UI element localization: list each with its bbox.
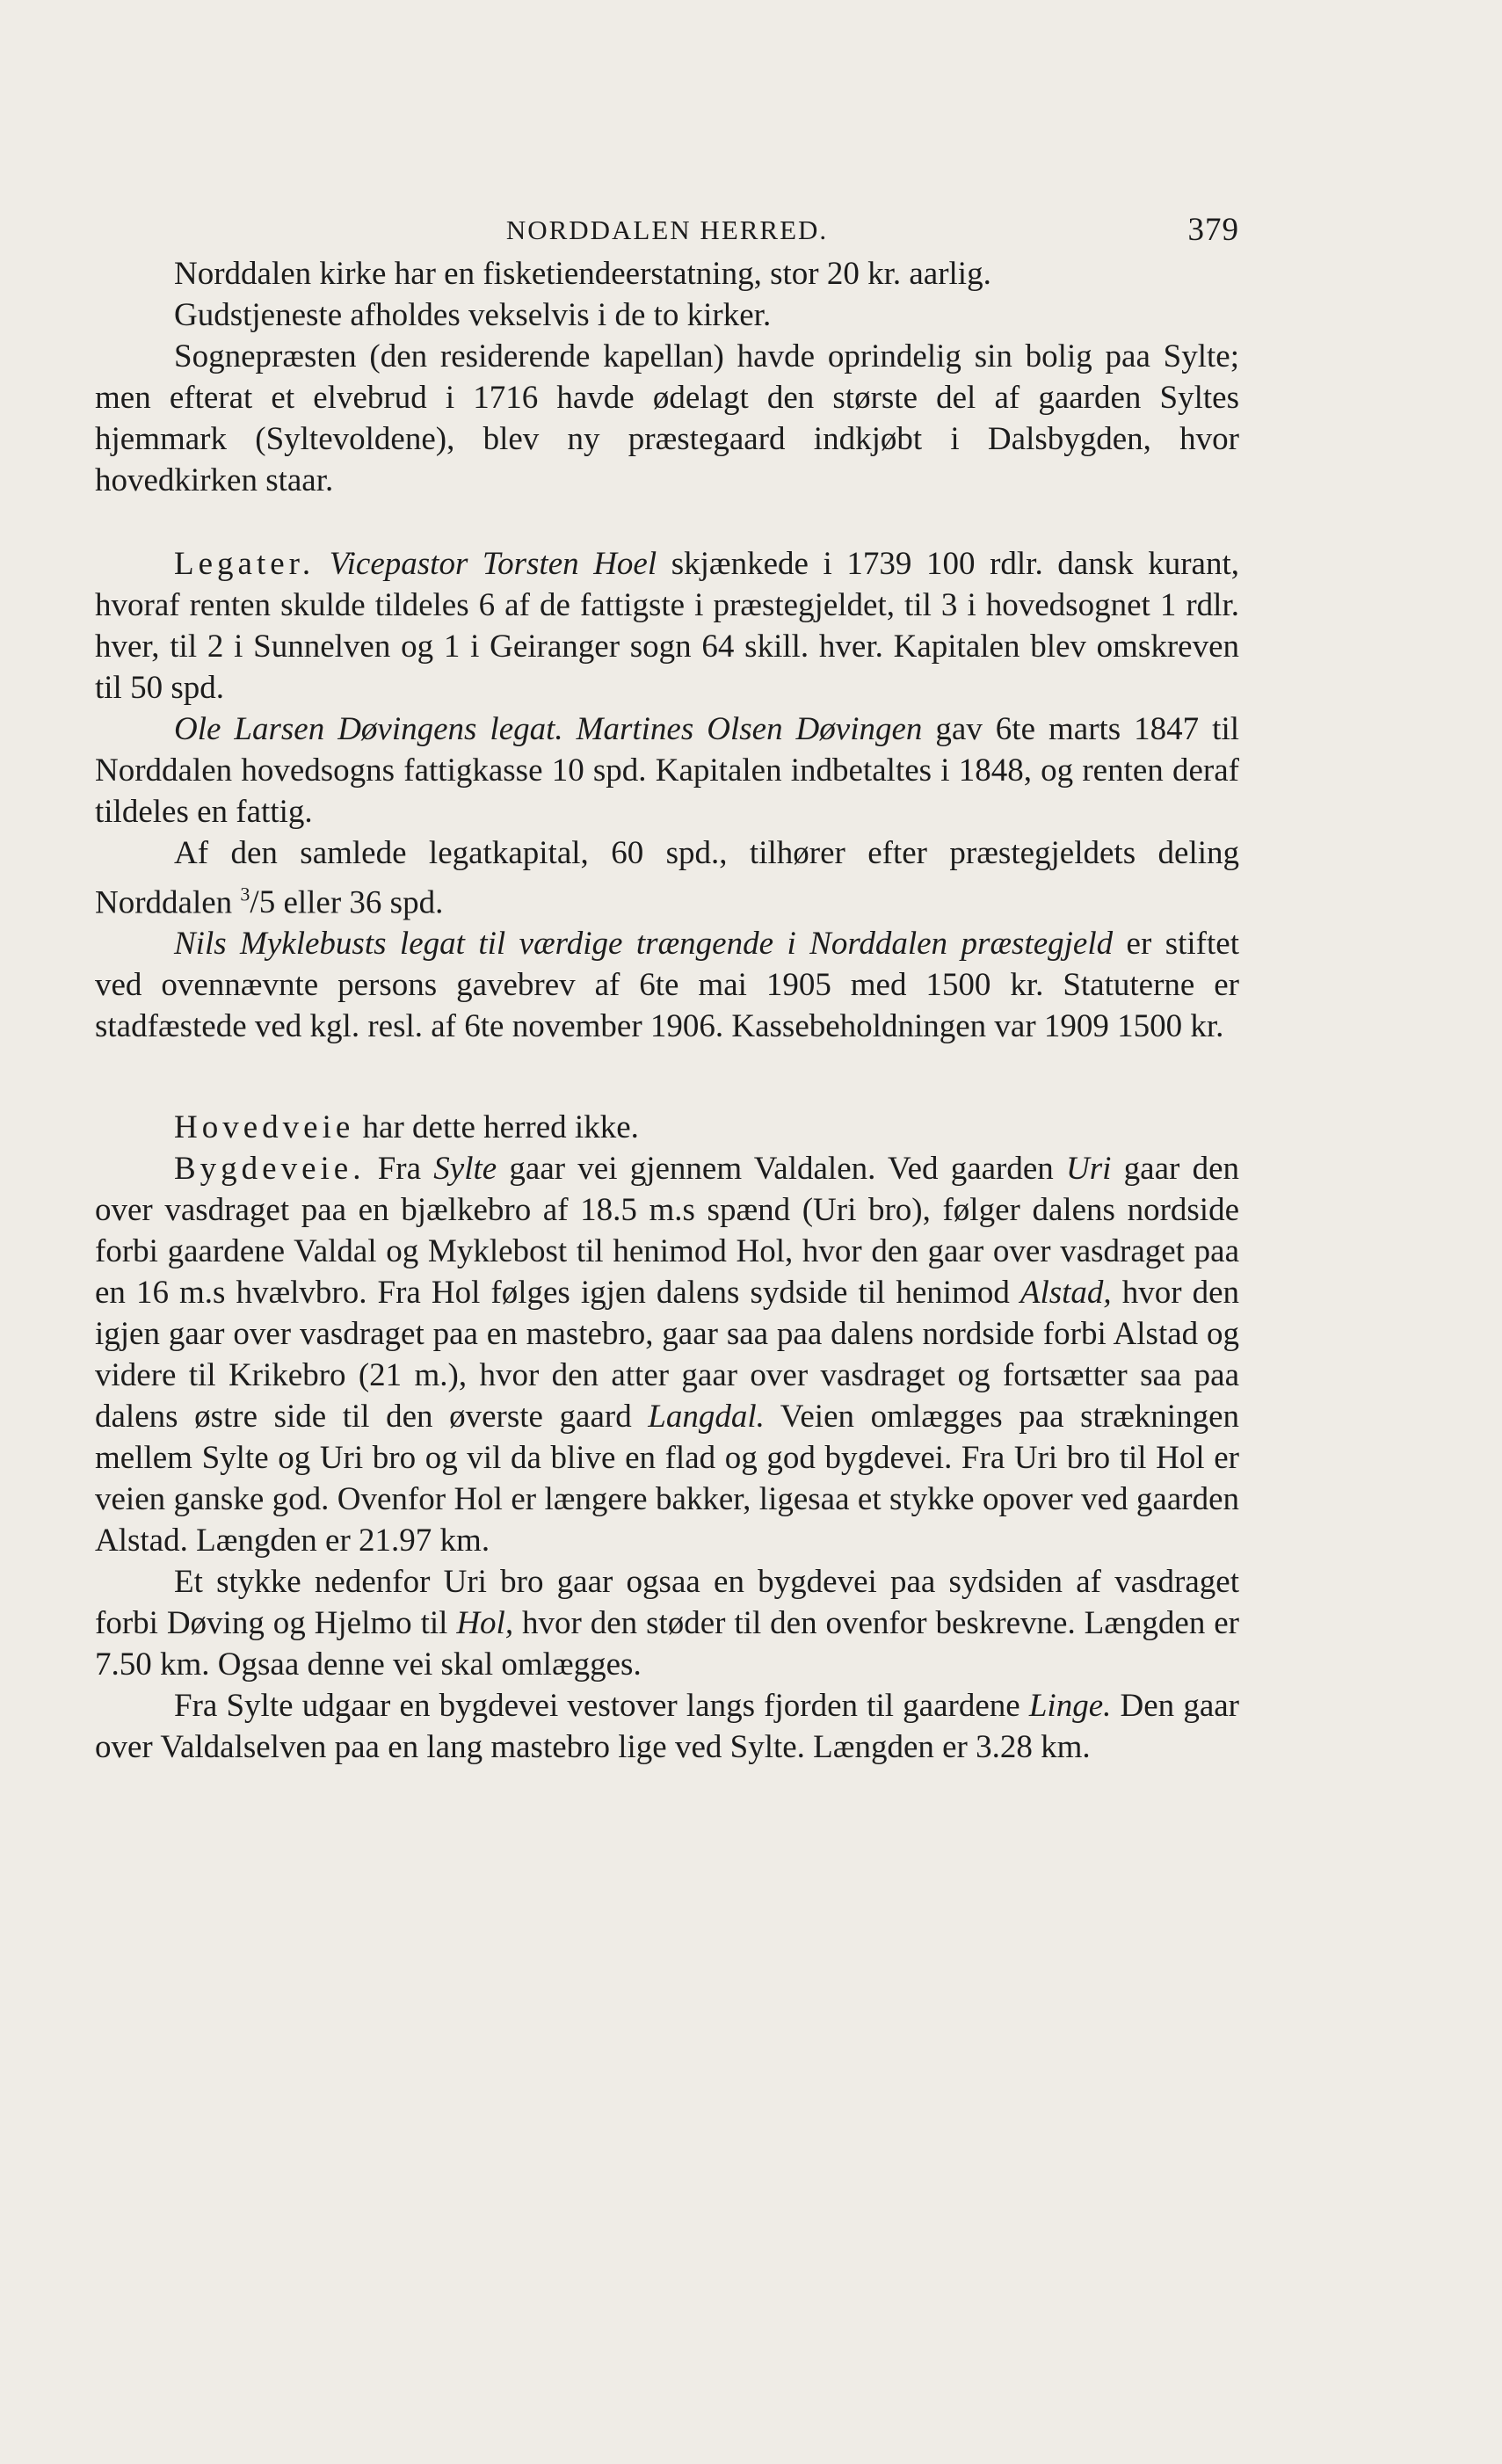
place-uri: Uri xyxy=(1066,1151,1112,1188)
paragraph-hovedveie xyxy=(95,1107,1239,1148)
text-hovedveie: har dette herred ikke. xyxy=(354,1109,639,1146)
paragraph-doevingens-legat xyxy=(95,709,1239,832)
text-legatkapital-start: Af den samlede legatkapital, 60 spd., tilhører efter præstegjeldets deling Norddalen xyxy=(95,835,1239,921)
page-number: 379 xyxy=(1187,212,1239,248)
place-langdal: Langdal. xyxy=(648,1399,765,1436)
fraction-numerator: 3 xyxy=(240,883,250,905)
text-sydsiden-start: Et stykke nedenfor Uri bro gaar ogsaa en bygdevei paa sydsiden af vasdraget forbi Døving og Hjelmo til xyxy=(95,1564,1239,1642)
running-header xyxy=(95,200,1239,253)
text-bygdeveie-3: gaar den over vasdraget paa en bjælkebro af 18.5 m.s spænd (Uri bro), følger dalens nordside forbi gaardene Valdal og Myklebost til henimod Hol, hvor den gaar over vasdraget paa en 16 m.s hvælvbro. Fra Hol følges igjen dalens sydside til henimod xyxy=(95,1151,1239,1312)
text-myklebusts-legat: er stiftet ved ovennævnte persons gavebrev af 6te mai 1905 med 1500 kr. Statuterne er stadfæstede ved kgl. resl. af 6te november 1906. Kassebeholdningen var 1909 1500 kr. xyxy=(95,926,1239,1045)
text-linge-end: Den gaar over Valdalselven paa en lang mastebro lige ved Sylte. Længden er 3.28 km. xyxy=(95,1688,1240,1766)
paragraph-kirke-fisketiende: Norddalen kirke har en fisketiendeerstatning, stor 20 kr. aarlig. xyxy=(174,256,991,292)
text-sydsiden-end: hvor den støder til den ovenfor beskrevne. Længden er 7.50 km. Ogsaa denne vei skal omlægges. xyxy=(95,1605,1239,1683)
text-bygdeveie-4: hvor den igjen gaar over vasdraget paa en mastebro, gaar saa paa dalens nordside forbi Alstad og videre til Krikebro (21 m.), hvor den atter gaar over vasdraget og fortsætter saa paa dalens østre side til den øverste gaard xyxy=(95,1275,1240,1436)
fraction-denominator: /5 xyxy=(250,884,276,921)
paragraph-bygdevei-sydsiden xyxy=(95,1561,1239,1685)
paragraph-legater-hoel xyxy=(95,543,1239,709)
section-veie xyxy=(95,1107,1239,1768)
paragraph-bygdevei-linge xyxy=(95,1685,1239,1768)
text-bygdeveie-2: gaar vei gjennem Valdalen. Ved gaarden xyxy=(497,1151,1067,1188)
heading-legater: Legater. xyxy=(174,546,316,582)
paragraph-bygdeveie-valdalen xyxy=(95,1148,1239,1561)
book-page xyxy=(95,200,1239,1768)
running-title: NORDDALEN HERRED. xyxy=(505,214,829,245)
paragraph-sognepraesten: Sognepræsten (den residerende kapellan) havde oprindelig sin bolig paa Sylte; men efterat et elvebrud i 1716 havde ødelagt den største del af gaarden Syltes hjemmark (Syltevoldene), blev ny præstegaard indkjøbt i Dalsbygden, hvor hovedkirken staar. xyxy=(95,338,1239,498)
place-alstad: Alstad, xyxy=(1019,1275,1112,1312)
text-doevingens-legat: gav 6te marts 1847 til Norddalen hovedsogns fattigkasse 10 spd. Kapitalen indbetaltes i 1848, og renten deraf tildeles en fattig. xyxy=(95,711,1240,830)
section-legater xyxy=(95,543,1239,1047)
paragraph-myklebusts-legat xyxy=(95,923,1239,1047)
heading-hovedveie: Hovedveie xyxy=(174,1109,355,1146)
place-linge: Linge. xyxy=(1028,1688,1112,1725)
text-hoel-legat: skjænkede i 1739 100 rdlr. dansk kurant, hvoraf renten skulde tildeles 6 af de fattigste i præstegjeldet, til 3 i hovedsognet 1 rdlr. hver, til 2 i Sunnelven og 1 i Geiranger sogn 64 skill. hver. Kapitalen blev omskreven til 50 spd. xyxy=(95,546,1239,706)
paragraph-gudstjeneste: Gudstjeneste afholdes vekselvis i de to kirker. xyxy=(174,297,772,333)
place-sylte: Sylte xyxy=(433,1151,497,1188)
paragraph-legatkapital xyxy=(95,832,1239,923)
heading-bygdeveie: Bygdeveie. xyxy=(174,1151,366,1188)
text-legatkapital-end: eller 36 spd. xyxy=(275,884,444,921)
text-linge-start: Fra Sylte udgaar en bygdevei vestover langs fjorden til gaardene xyxy=(174,1688,1029,1725)
place-hol: Hol, xyxy=(456,1605,514,1642)
title-ole-larsen-legat: Ole Larsen Døvingens legat. xyxy=(174,711,563,747)
name-torsten-hoel: Vicepastor Torsten Hoel xyxy=(329,546,657,582)
text-bygdeveie-5: Veien omlægges paa strækningen mellem Sylte og Uri bro og vil da blive en flad og god bygdevei. Fra Uri bro til Hol er veien ganske god. Ovenfor Hol er længere bakker, ligesaa et stykke opover ved gaarden Alstad. Længden er 21.97 km. xyxy=(95,1399,1239,1559)
text-bygdeveie-1: Fra xyxy=(365,1151,434,1188)
title-nils-myklebusts-legat: Nils Myklebusts legat til værdige trængende i Norddalen præstegjeld xyxy=(174,926,1114,963)
name-martines-olsen: Martines Olsen Døvingen xyxy=(576,711,923,747)
fraction-three-fifths xyxy=(240,884,275,920)
